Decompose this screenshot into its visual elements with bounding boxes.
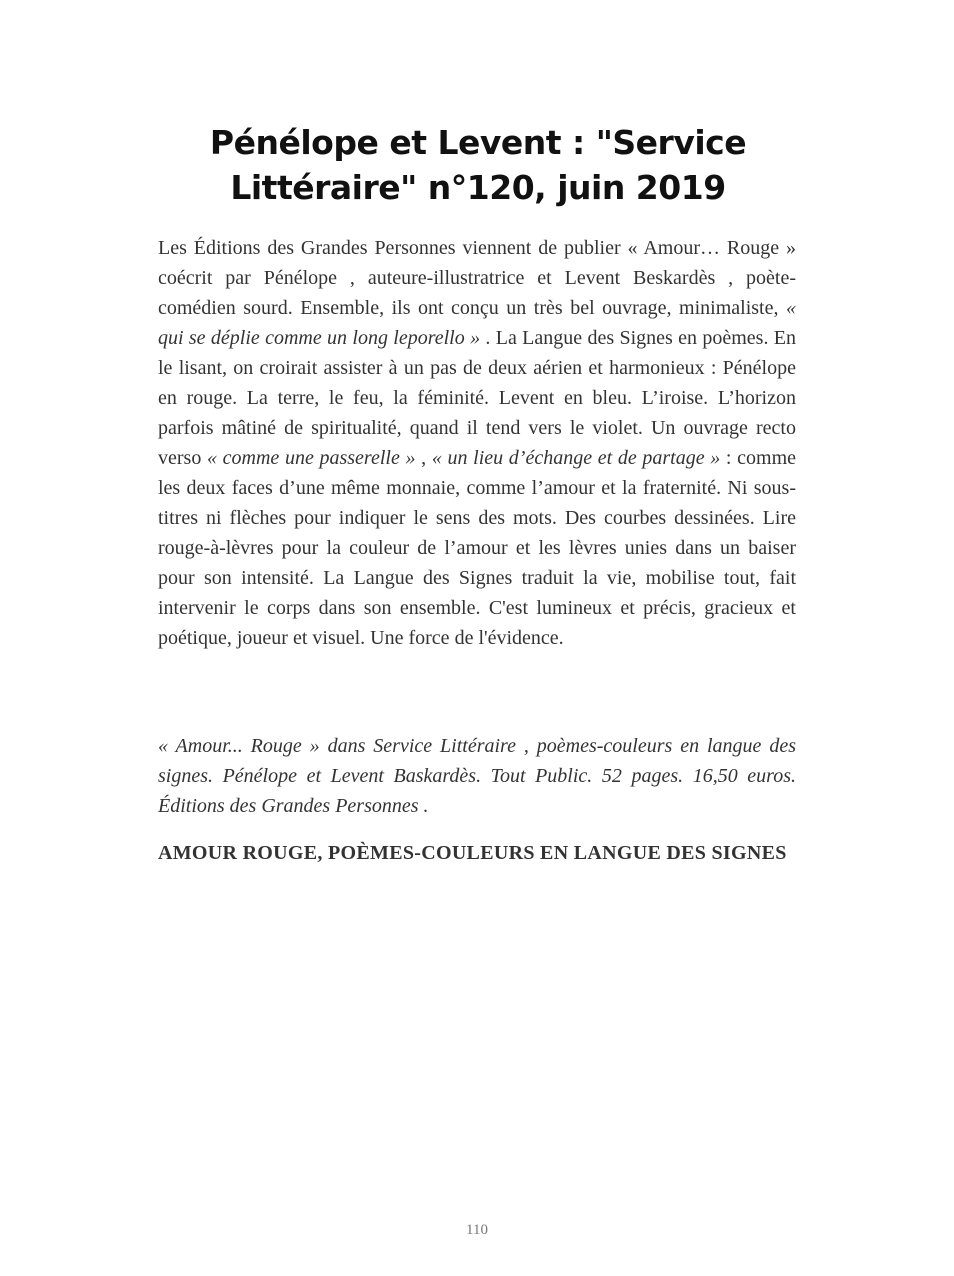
page-number: 110 bbox=[466, 1222, 488, 1238]
section-heading: AMOUR ROUGE, POÈMES-COULEURS EN LANGUE DES SIGNES bbox=[158, 842, 787, 864]
body-text-part-1: Les Éditions des Grandes Personnes viennent de publier « Amour… Rouge » coécrit par Pénélope , auteure-illustratrice et Levent Beskardès , poète-comédien sourd. Ensemble, ils ont conçu un très bel ouvrage, minimaliste, bbox=[158, 237, 796, 319]
body-text-part-3: , bbox=[415, 447, 432, 469]
body-text-part-4: : comme les deux faces d’une même monnaie, comme l’amour et la fraternité. Ni sous-titres ni flèches pour indiquer le sens des mots. Des courbes dessinées. Lire rouge-à-lèvres pour la couleur de l’amour et les lèvres unies dans un baiser pour son intensité. La Langue des Signes traduit la vie, mobilise tout, fait intervenir le corps dans son ensemble. C'est lumineux et précis, gracieux et poétique, joueur et visuel. Une force de l'évidence. bbox=[158, 447, 797, 649]
body-text-part-2: . La Langue des Signes en poèmes. En le lisant, on croirait assister à un pas de deux aérien et harmonieux : Pénélope en rouge. La terre, le feu, la féminité. Levent en bleu. L’iroise. L’horizon parfois mâtiné de spiritualité, quand il tend vers le violet. Un ouvrage recto verso bbox=[158, 327, 796, 469]
quote-lieu-echange: « un lieu d’échange et de partage » bbox=[431, 447, 721, 469]
book-reference-caption: « Amour... Rouge » dans Service Littéraire , poèmes-couleurs en langue des signes. Pénélope et Levent Baskardès. Tout Public. 52 pages. 16,50 euros. Éditions des Grandes Personnes . bbox=[158, 735, 796, 817]
quote-passerelle: « comme une passerelle » bbox=[206, 447, 416, 469]
article-title: Pénélope et Levent : "Service Littéraire" n°120, juin 2019 bbox=[209, 123, 747, 207]
quote-leporello: « qui se déplie comme un long leporello » bbox=[158, 297, 796, 349]
article-body bbox=[158, 233, 796, 653]
